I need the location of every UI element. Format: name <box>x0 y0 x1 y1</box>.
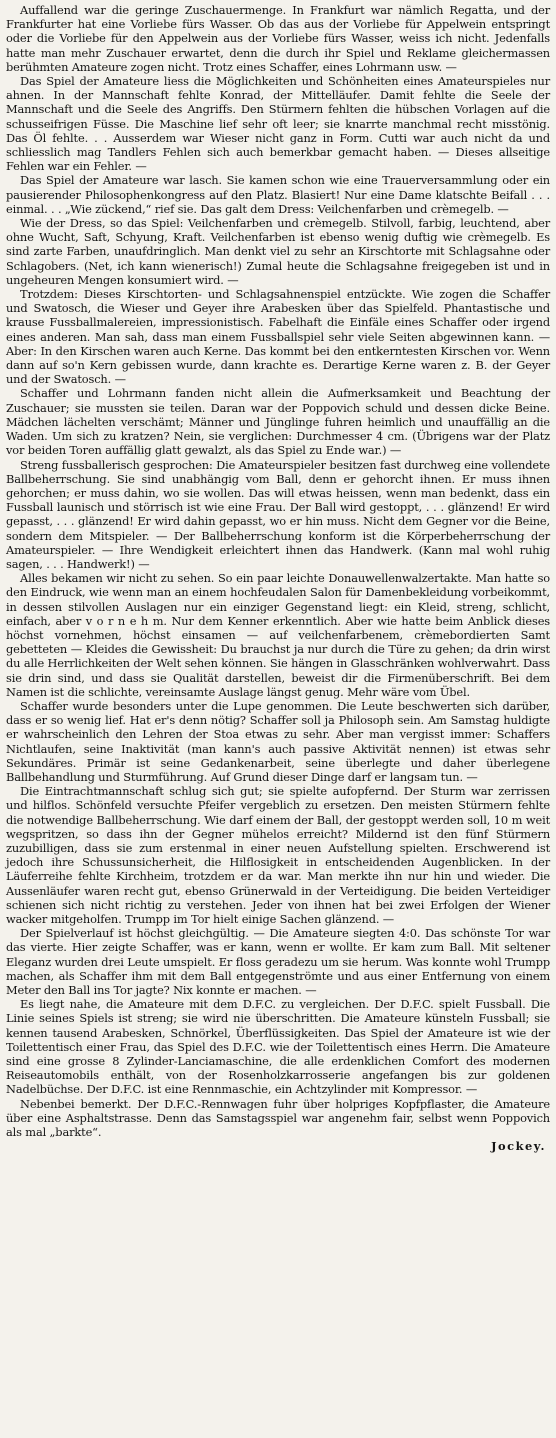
article-paragraph-3: Das Spiel der Amateure war lasch. Sie kamen schon wie eine Trauerversammlung oder ein pausierender Philosophenkongress auf den Platz. Blasiert! Nur eine Dame klatschte Beifall . . . einmal. . . „Wie zückend,“ rief sie. Das galt dem Dress: Veilchenfarben und crèmegelb. — <box>6 173 550 216</box>
article-paragraph-7: Streng fussballerisch gesprochen: Die Amateurspieler besitzen fast durchweg eine vollendete Ballbeherrschung. Sie sind unabhängig vom Ball, denn er gehorcht ihnen. Er muss ihnen gehorchen; er muss dahin, wo sie wollen. Das will etwas heissen, wenn man bedenkt, dass ein Fussball launisch und störrisch ist wie eine Frau. Der Ball wird gestoppt, . . . glänzend! Er wird gepasst, . . . glänzend! Er wird dahin gepasst, wo er hin muss. Nicht dem Gegner vor die Beine, sondern dem Mitspieler. — Der Ballbeherrschung konform ist die Körperbeherrschung der Amateurspieler. — Ihre Wendigkeit erleichtert ihnen das Handwerk. (Kann mal wohl ruhig sagen, . . . Handwerk!) — <box>6 457 550 571</box>
article-paragraph-8: Alles bekamen wir nicht zu sehen. So ein paar leichte Donauwellenwalzertakte. Man hatte so den Eindruck, wie wenn man an einem hochfeudalen Salon für Damenbekleidung vorbeikommt, in dessen stilvollen Auslagen nur ein einziger Gegenstand liegt: ein Kleid, streng, schlicht, einfach, aber v o r n e h m. Nur dem Kenner erkenntlich. Aber wie hatte beim Anblick dieses höchst vornehmen, höchst einsamen — auf veilchenfarbenem, crèmebordierten Samt gebetteten — Kleides die Gewissheit: Du brauchst ja nur durch die Türe zu gehen; da drin wirst du alle Herrlichkeiten der Welt sehen können. Sie hängen in Glasschränken wohlverwahrt. Dass sie drin sind, und dass sie Qualität darstellen, beweist dir die Firmenüberschrift. Bei dem Namen ist die schlichte, vereinsamte Auslage längst genug. Mehr wäre vom Übel. <box>6 571 550 699</box>
article-paragraph-9: Schaffer wurde besonders unter die Lupe genommen. Die Leute beschwerten sich darüber, dass er so wenig lief. Hat er's denn nötig? Schaffer soll ja Philosoph sein. Am Samstag huldigte er wahrscheinlich den Lehren der Stoa etwas zu sehr. Aber man vergisst immer: Schaffers Nichtlaufen, seine Inaktivität (man kann's auch passive Aktivität nennen) ist etwas sehr Sekundäres. Primär ist seine Gedankenarbeit, seine überlegte und daher überlegene Ballbehandlung und Sturmführung. Auf Grund dieser Dinge darf er langsam tun. — <box>6 698 550 784</box>
article-paragraph-11: Der Spielverlauf ist höchst gleichgültig. — Die Amateure siegten 4:0. Das schönste Tor war das vierte. Hier zeigte Schaffer, was er kann, wenn er wollte. Er kam zum Ball. Mit seltener Eleganz wurden drei Leute umspielt. Er floss geradezu um sie herum. Was konnte wohl Trumpp machen, als Schaffer ihm mit dem Ball entgegenströmte und aus einer Entfernung von einem Meter den Ball ins Tor jagte? Nix konnte er machen. — <box>6 926 550 998</box>
article-paragraph-12: Es liegt nahe, die Amateure mit dem D.F.C. zu vergleichen. Der D.F.C. spielt Fussball. Die Linie seines Spiels ist streng; sie wird nie überschritten. Die Amateure künsteln Fussball; sie kennen tausend Arabesken, Schnörkel, Überflüssigkeiten. Das Spiel der Amateure ist wie der Toilettentisch einer Frau, das Spiel des D.F.C. wie der Toilettentisch eines Herrn. Die Amateure sind eine grosse 8 Zylinder-Lanciamaschine, die alle erdenklichen Comfort des modernen Reiseautomobils enthält, von der Rosenholzkarrosserie angefangen bis zur goldenen Nadelbüchse. Der D.F.C. ist eine Rennmaschie, ein Achtzylinder mit Kompressor. — <box>6 997 550 1097</box>
article-paragraph-2: Das Spiel der Amateure liess die Möglichkeiten und Schönheiten eines Amateurspieles nur ahnen. In der Mannschaft fehlte Konrad, der Mittelläufer. Damit fehlte die Seele der Mannschaft und die Seele des Angriffs. Den Stürmern fehlten die hübschen Vorlagen auf die schusseifrigen Füsse. Die Maschine lief sehr oft leer; sie knarrte manchmal recht misstönig. Das Öl fehlte. . . Ausserdem war Wieser nicht ganz in Form. Cutti war auch nicht da und schliesslich mag Tandlers Fehlen sich auch bemerkbar gemacht haben. — Dieses allseitige Fehlen war ein Fehler. — <box>6 74 550 174</box>
article-paragraph-6: Schaffer und Lohrmann fanden nicht allein die Aufmerksamkeit und Beachtung der Zuschauer; sie mussten sie teilen. Daran war der Poppovich schuld und dessen dicke Beine. Mädchen lächelten verschämt; Männer und Jünglinge fuhren heimlich und unauffällig an die Waden. Um sich zu kratzen? Nein, sie verglichen: Durchmesser 4 cm. (Übrigens war der Platz vor beiden Toren auffällig glatt gewalzt, als das Spiel zu Ende war.) — <box>6 386 550 458</box>
article-paragraph-13: Nebenbei bemerkt. Der D.F.C.-Rennwagen fuhr über holpriges Kopfpflaster, die Amateure über eine Asphaltstrasse. Denn das Samstagsspiel war angenehm fair, selbst wenn Poppovich als mal „barkte“. <box>6 1096 550 1140</box>
article-paragraph-5: Trotzdem: Dieses Kirschtorten- und Schlagsahnenspiel entzückte. Wie zogen die Schaffer und Swatosch, die Wieser und Geyer ihre Arabesken über das Spielfeld. Phantastische und krause Fussballmalereien, impressionistisch. Fabelhaft die Einfäle eines Schaffer oder irgend eines anderen. Man sah, dass man einem Fussballspiel sehr viele Seiten abgewinnen kann. — Aber: In den Kirschen waren auch Kerne. Das kommt bei den entkerntesten Kirschen vor. Wenn dann auf so'n Kern gebissen wurde, dann krachte es. Derartige Kerne waren z. B. der Geyer und der Swatosch. — <box>6 287 550 387</box>
article-paragraph-1: Auffallend war die geringe Zuschauermenge. In Frankfurt war nämlich Regatta, und der Frankfurter hat eine Vorliebe fürs Wasser. Ob das aus der Vorliebe für Appelwein entspringt oder die Vorliebe für den Appelwein aus der Vorliebe fürs Wasser, weiss ich nicht. Jedenfalls hatte man mehr Zuschauer erwartet, denn die durch ihr Spiel und Reklame gleichermassen berühmten Amateure zogen nicht. Trotz eines Schaffer, eines Lohrmann usw. — <box>6 3 550 74</box>
article-paragraph-4: Wie der Dress, so das Spiel: Veilchenfarben und crèmegelb. Stilvoll, farbig, leuchtend, aber ohne Wucht, Saft, Schyung, Kraft. Veilchenfarben ist ebenso wenig duftig wie crèmegelb. Es sind zarte Farben, unaufdringlich. Man denkt viel zu sehr an Kirschtorte mit Schlagsahne oder Schlagobers. (Net, ich kann wienerisch!) Zumal heute die Schlagsahne freigegeben ist und in ungeheuren Mengen konsumiert wird. — <box>6 216 550 287</box>
author-signature: Jockey. <box>491 1139 546 1154</box>
article-paragraph-10: Die Eintrachtmannschaft schlug sich gut; sie spielte aufopfernd. Der Sturm war zerrissen und hilflos. Schönfeld versuchte Pfeifer vergeblich zu ersetzen. Den meisten Stürmern fehlte die notwendige Ballbeherrschung. Wie darf einem der Ball, der gestoppt werden soll, 10 m weit wegspritzen, so dass ihn der Gegner mühelos erreicht? Mildernd ist den fünf Stürmern zuzubilligen, dass sie zum erstenmal in einer neuen Aufstellung spielten. Erschwerend ist jedoch ihre Schussunsicherheit, die Hilflosigkeit in entscheidenden Augenblicken. In der Läuferreihe fehlte Kirchheim, trotzdem er da war. Man merkte ihn nur hin und wieder. Die Aussenläufer waren recht gut, ebenso Grünerwald in der Verteidigung. Die beiden Verteidiger schienen sich nicht richtig zu verstehen. Jeder von ihnen hat bei zwei Erfolgen der Wiener wacker mitgeholfen. Trumpp im Tor hielt einige Sachen glänzend. — <box>6 784 550 926</box>
